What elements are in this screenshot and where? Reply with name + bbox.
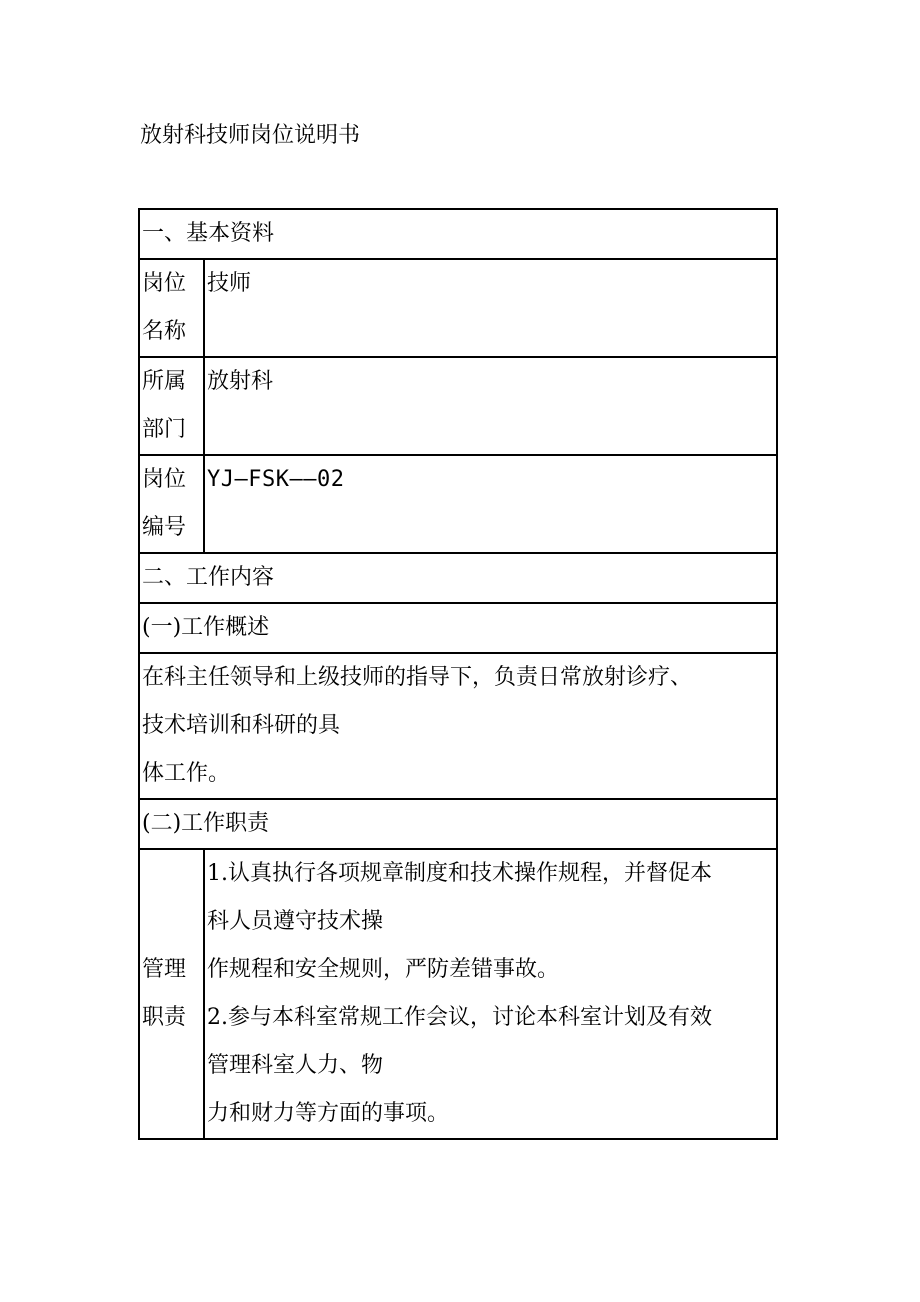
- label-line: 部门: [142, 417, 187, 442]
- overview-line: 技术培训和科研的具: [142, 713, 341, 738]
- section-work-heading-row: [139, 553, 777, 603]
- table-row-position-code: [139, 455, 777, 553]
- label-line: 职责: [142, 1005, 187, 1030]
- table-row-department: [139, 357, 777, 455]
- value-position-name: 技师: [204, 259, 777, 357]
- duty-line: 力和财力等方面的事项。: [207, 1101, 450, 1126]
- label-line: 所属: [142, 369, 187, 394]
- management-duties-row: [139, 849, 777, 1139]
- label-department: [139, 357, 204, 455]
- duty-line: 管理科室人力、物: [207, 1053, 384, 1078]
- label-position-name: [139, 259, 204, 357]
- section-basic-heading-row: [139, 209, 777, 259]
- overview-heading-row: [139, 603, 777, 653]
- duties-heading-row: [139, 799, 777, 849]
- label-line: 管理: [142, 957, 187, 982]
- label-management-duties: [139, 849, 204, 1139]
- duty-line: 2.参与本科室常规工作会议，讨论本科室计划及有效: [207, 1005, 712, 1030]
- duties-heading: (二)工作职责: [139, 799, 777, 849]
- document-title: 放射科技师岗位说明书: [140, 123, 361, 148]
- duty-line: 科人员遵守技术操: [207, 909, 384, 934]
- overview-body-row: [139, 653, 777, 799]
- label-position-code: [139, 455, 204, 553]
- label-line: 名称: [142, 319, 187, 344]
- management-duties-body: [204, 849, 777, 1139]
- overview-body: [139, 653, 777, 799]
- duty-line: 作规程和安全规则，严防差错事故。: [207, 957, 560, 982]
- value-position-code: YJ—FSK——02: [204, 455, 777, 553]
- overview-heading: (一)工作概述: [139, 603, 777, 653]
- label-line: 岗位: [142, 271, 187, 296]
- duty-line: 1.认真执行各项规章制度和技术操作规程，并督促本: [207, 861, 712, 886]
- overview-line: 在科主任领导和上级技师的指导下，负责日常放射诊疗、: [142, 665, 693, 690]
- section-basic-heading: 一、基本资料: [139, 209, 777, 259]
- job-description-table: [138, 208, 778, 1140]
- label-line: 编号: [142, 515, 187, 540]
- overview-line: 体工作。: [142, 761, 231, 786]
- table-row-position-name: [139, 259, 777, 357]
- label-line: 岗位: [142, 467, 187, 492]
- value-department: 放射科: [204, 357, 777, 455]
- section-work-heading: 二、工作内容: [139, 553, 777, 603]
